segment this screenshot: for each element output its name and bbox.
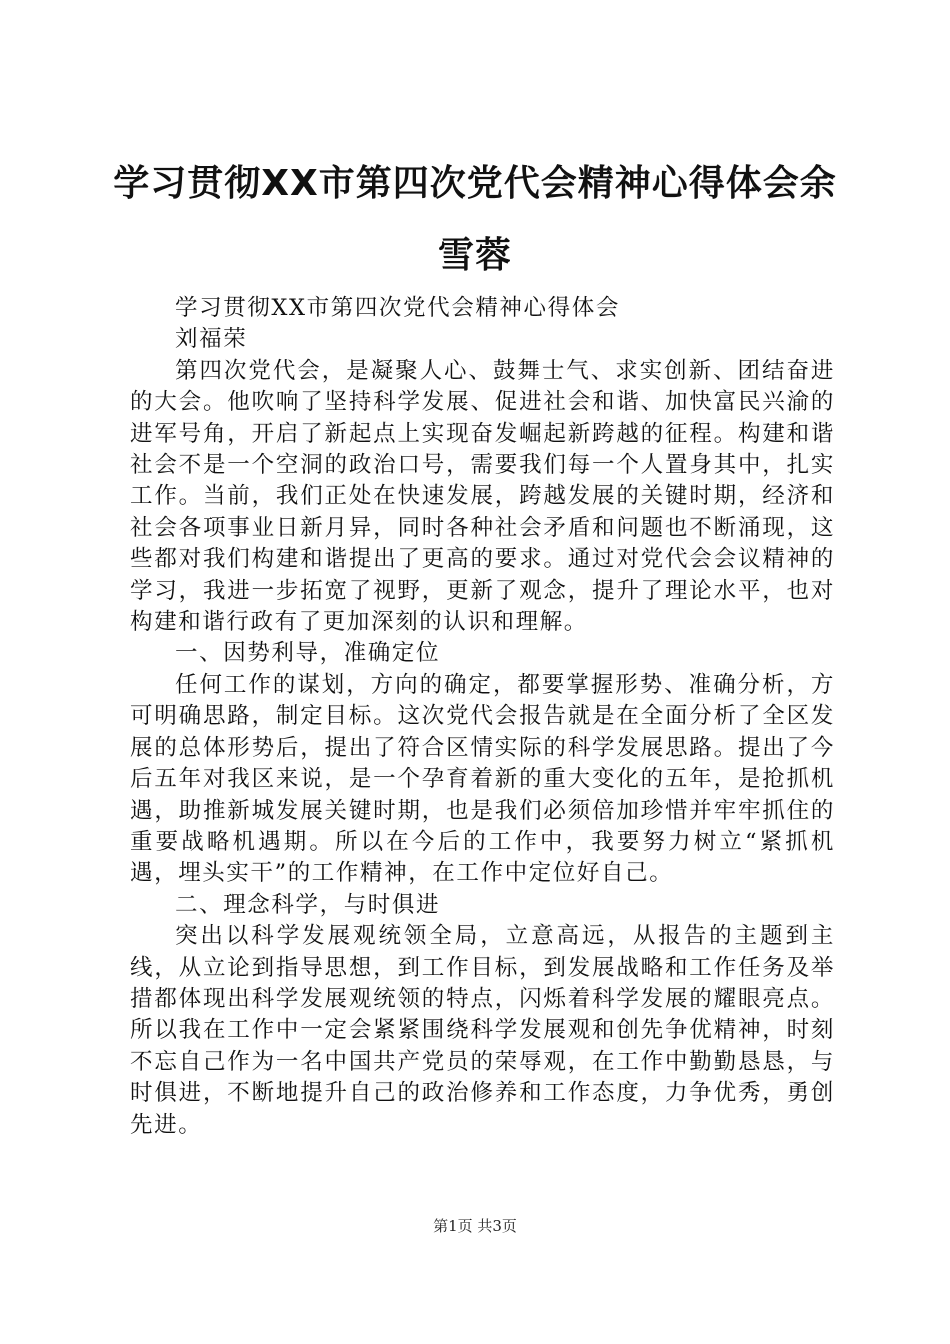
subtitle-paragraph: 学习贯彻XX市第四次党代会精神心得体会 — [175, 295, 620, 321]
document-title: 学习贯彻XX市第四次党代会精神心得体会余雪蓉 — [113, 163, 837, 276]
intro-paragraph: 第四次党代会，是凝聚人心、鼓舞士气、求实创新、团结奋进的大会。他吹响了坚持科学发展、促进社会和谐、加快富民兴渝的进军号角，开启了新起点上实现奋发崛起新跨越的征程。构建和谐社会不是一个空洞的政治口号，需要我们每一个人置身其中，扎实工作。当前，我们正处在快速发展，跨越发展的关键时期，经济和社会各项事业日新月异，同时各种社会矛盾和问题也不断涌现，这些都对我们构建和谐提出了更高的要求。通过对党代会会议精神的学习，我进一步拓宽了视野，更新了观念，提升了理论水平，也对构建和谐行政有了更加深刻的认识和理解。 — [130, 357, 835, 636]
page-footer: 第1页 共3页 — [433, 1217, 517, 1235]
section-paragraph-2: 突出以科学发展观统领全局，立意高远，从报告的主题到主线，从立论到指导思想，到工作目标，到发展战略和工作任务及举措都体现出科学发展观统领的特点，闪烁着科学发展的耀眼亮点。所以我在工作中一定会紧紧围绕科学发展观和创先争优精神，时刻不忘自己作为一名中国共产党员的荣辱观，在工作中勤勤恳恳，与时俱进，不断地提升自己的政治修养和工作态度，力争优秀，勇创先进。 — [130, 923, 835, 1138]
document-body — [130, 293, 835, 1141]
section-paragraph-1: 任何工作的谋划，方向的确定，都要掌握形势、准确分析，方可明确思路，制定目标。这次党代会报告就是在全面分析了全区发展的总体形势后，提出了符合区情实际的科学发展思路。提出了今后五年对我区来说，是一个孕育着新的重大变化的五年，是抢抓机遇，助推新城发展关键时期，也是我们必须倍加珍惜并牢牢抓住的重要战略机遇期。所以在今后的工作中，我要努力树立“紧抓机遇，埋头实干”的工作精神，在工作中定位好自己。 — [130, 671, 835, 887]
author-paragraph: 刘福荣 — [175, 326, 248, 353]
section-heading-1: 一、因势利导，准确定位 — [175, 640, 441, 667]
section-heading-2: 二、理念科学，与时俱进 — [175, 891, 441, 918]
